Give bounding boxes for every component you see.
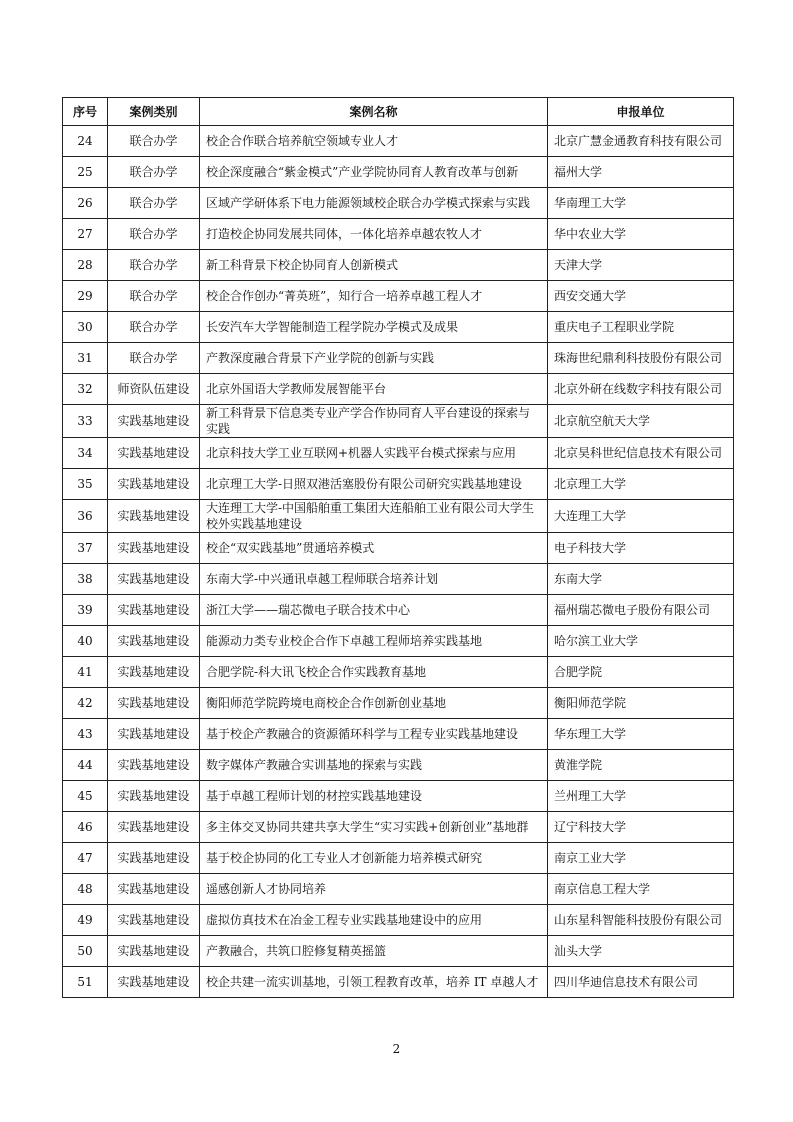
cell-no: 45 — [63, 781, 108, 812]
cell-no: 39 — [63, 595, 108, 626]
cell-unit: 汕头大学 — [548, 936, 734, 967]
cell-category: 联合办学 — [108, 281, 200, 312]
cell-case-name: 校企合作联合培养航空领域专业人才 — [200, 126, 548, 157]
cell-category: 实践基地建设 — [108, 533, 200, 564]
cell-no: 27 — [63, 219, 108, 250]
cell-case-name: 衡阳师范学院跨境电商校企合作创新创业基地 — [200, 688, 548, 719]
cell-no: 31 — [63, 343, 108, 374]
table-row — [63, 812, 734, 843]
cell-category: 联合办学 — [108, 188, 200, 219]
table-row — [63, 657, 734, 688]
table-row — [63, 936, 734, 967]
table-row — [63, 564, 734, 595]
cell-category: 联合办学 — [108, 126, 200, 157]
cell-no: 32 — [63, 374, 108, 405]
table-row — [63, 374, 734, 405]
table-row — [63, 343, 734, 374]
table-row — [63, 281, 734, 312]
header-case-name: 案例名称 — [200, 98, 548, 126]
cell-no: 35 — [63, 469, 108, 500]
cell-case-name: 新工科背景下校企协同育人创新模式 — [200, 250, 548, 281]
cell-category: 联合办学 — [108, 219, 200, 250]
cell-category: 实践基地建设 — [108, 905, 200, 936]
cell-category: 实践基地建设 — [108, 719, 200, 750]
cell-case-name: 产教融合，共筑口腔修复精英摇篮 — [200, 936, 548, 967]
table-row — [63, 750, 734, 781]
cell-case-name: 合肥学院-科大讯飞校企合作实践教育基地 — [200, 657, 548, 688]
cell-unit: 电子科技大学 — [548, 533, 734, 564]
cell-no: 41 — [63, 657, 108, 688]
cell-unit: 北京航空航天大学 — [548, 405, 734, 438]
table-row — [63, 405, 734, 438]
cell-case-name: 新工科背景下信息类专业产学合作协同育人平台建设的探索与实践 — [200, 405, 548, 438]
cell-unit: 福州大学 — [548, 157, 734, 188]
cell-unit: 华中农业大学 — [548, 219, 734, 250]
cell-unit: 北京昊科世纪信息技术有限公司 — [548, 438, 734, 469]
table-row — [63, 595, 734, 626]
page-number: 2 — [392, 1042, 401, 1056]
cell-category: 实践基地建设 — [108, 967, 200, 998]
header-category: 案例类别 — [108, 98, 200, 126]
cell-unit: 合肥学院 — [548, 657, 734, 688]
cell-case-name: 北京科技大学工业互联网+机器人实践平台模式探索与应用 — [200, 438, 548, 469]
cell-no: 48 — [63, 874, 108, 905]
cell-no: 50 — [63, 936, 108, 967]
cell-case-name: 长安汽车大学智能制造工程学院办学模式及成果 — [200, 312, 548, 343]
table-header-row — [63, 98, 734, 126]
cell-no: 38 — [63, 564, 108, 595]
cell-category: 实践基地建设 — [108, 812, 200, 843]
cell-case-name: 基于校企协同的化工专业人才创新能力培养模式研究 — [200, 843, 548, 874]
cell-no: 24 — [63, 126, 108, 157]
cell-unit: 衡阳师范学院 — [548, 688, 734, 719]
cell-no: 29 — [63, 281, 108, 312]
table-row — [63, 250, 734, 281]
cell-case-name: 基于校企产教融合的资源循环科学与工程专业实践基地建设 — [200, 719, 548, 750]
cell-unit: 大连理工大学 — [548, 500, 734, 533]
table-row — [63, 905, 734, 936]
cell-case-name: 浙江大学——瑞芯微电子联合技术中心 — [200, 595, 548, 626]
cell-unit: 黄淮学院 — [548, 750, 734, 781]
cell-no: 43 — [63, 719, 108, 750]
cell-unit: 福州瑞芯微电子股份有限公司 — [548, 595, 734, 626]
cell-unit: 北京外研在线数字科技有限公司 — [548, 374, 734, 405]
cell-case-name: 校企共建一流实训基地，引领工程教育改革，培养 IT 卓越人才 — [200, 967, 548, 998]
cell-unit: 西安交通大学 — [548, 281, 734, 312]
cell-unit: 重庆电子工程职业学院 — [548, 312, 734, 343]
table-row — [63, 843, 734, 874]
cell-category: 实践基地建设 — [108, 500, 200, 533]
cell-unit: 天津大学 — [548, 250, 734, 281]
cell-case-name: 打造校企协同发展共同体，一体化培养卓越农牧人才 — [200, 219, 548, 250]
cell-category: 实践基地建设 — [108, 657, 200, 688]
table-row — [63, 719, 734, 750]
table-row — [63, 688, 734, 719]
cell-unit: 珠海世纪鼎利科技股份有限公司 — [548, 343, 734, 374]
table-row — [63, 157, 734, 188]
cell-no: 47 — [63, 843, 108, 874]
cell-case-name: 基于卓越工程师计划的材控实践基地建设 — [200, 781, 548, 812]
cell-unit: 哈尔滨工业大学 — [548, 626, 734, 657]
cell-no: 51 — [63, 967, 108, 998]
cell-category: 联合办学 — [108, 250, 200, 281]
table-row — [63, 188, 734, 219]
table-row — [63, 500, 734, 533]
cell-category: 实践基地建设 — [108, 843, 200, 874]
cell-category: 实践基地建设 — [108, 564, 200, 595]
cell-case-name: 数字媒体产教融合实训基地的探索与实践 — [200, 750, 548, 781]
cell-category: 实践基地建设 — [108, 936, 200, 967]
cell-no: 44 — [63, 750, 108, 781]
cell-unit: 南京工业大学 — [548, 843, 734, 874]
cell-no: 42 — [63, 688, 108, 719]
cell-case-name: 校企深度融合“紫金模式”产业学院协同育人教育改革与创新 — [200, 157, 548, 188]
cell-case-name: 校企合作创办“菁英班”，知行合一培养卓越工程人才 — [200, 281, 548, 312]
cell-case-name: 区域产学研体系下电力能源领域校企联合办学模式探索与实践 — [200, 188, 548, 219]
cell-category: 实践基地建设 — [108, 750, 200, 781]
cell-category: 师资队伍建设 — [108, 374, 200, 405]
cell-case-name: 东南大学-中兴通讯卓越工程师联合培养计划 — [200, 564, 548, 595]
table-body — [63, 126, 734, 998]
cell-category: 实践基地建设 — [108, 469, 200, 500]
cell-category: 实践基地建设 — [108, 626, 200, 657]
cell-category: 联合办学 — [108, 343, 200, 374]
cell-case-name: 虚拟仿真技术在冶金工程专业实践基地建设中的应用 — [200, 905, 548, 936]
header-unit: 申报单位 — [548, 98, 734, 126]
cell-no: 25 — [63, 157, 108, 188]
cell-unit: 华南理工大学 — [548, 188, 734, 219]
cell-unit: 北京广慧金通教育科技有限公司 — [548, 126, 734, 157]
cell-case-name: 大连理工大学-中国船舶重工集团大连船舶工业有限公司大学生校外实践基地建设 — [200, 500, 548, 533]
cell-category: 实践基地建设 — [108, 595, 200, 626]
table-row — [63, 626, 734, 657]
cell-category: 实践基地建设 — [108, 405, 200, 438]
cell-case-name: 多主体交叉协同共建共享大学生“实习实践+创新创业”基地群 — [200, 812, 548, 843]
cell-unit: 东南大学 — [548, 564, 734, 595]
cell-category: 实践基地建设 — [108, 874, 200, 905]
cell-case-name: 能源动力类专业校企合作下卓越工程师培养实践基地 — [200, 626, 548, 657]
cell-unit: 南京信息工程大学 — [548, 874, 734, 905]
table-row — [63, 312, 734, 343]
cell-case-name: 产教深度融合背景下产业学院的创新与实践 — [200, 343, 548, 374]
cell-no: 46 — [63, 812, 108, 843]
cell-unit: 兰州理工大学 — [548, 781, 734, 812]
table-row — [63, 533, 734, 564]
cell-unit: 辽宁科技大学 — [548, 812, 734, 843]
cell-category: 联合办学 — [108, 312, 200, 343]
cell-category: 实践基地建设 — [108, 781, 200, 812]
cell-category: 实践基地建设 — [108, 438, 200, 469]
cell-no: 36 — [63, 500, 108, 533]
table-row — [63, 469, 734, 500]
table-row — [63, 781, 734, 812]
cell-category: 联合办学 — [108, 157, 200, 188]
cell-unit: 四川华迪信息技术有限公司 — [548, 967, 734, 998]
cell-case-name: 北京外国语大学教师发展智能平台 — [200, 374, 548, 405]
table-row — [63, 438, 734, 469]
case-table — [62, 97, 734, 998]
cell-case-name: 遥感创新人才协同培养 — [200, 874, 548, 905]
cell-category: 实践基地建设 — [108, 688, 200, 719]
cell-no: 26 — [63, 188, 108, 219]
table-row — [63, 219, 734, 250]
cell-unit: 华东理工大学 — [548, 719, 734, 750]
cell-unit: 山东星科智能科技股份有限公司 — [548, 905, 734, 936]
cell-case-name: 校企“双实践基地”贯通培养模式 — [200, 533, 548, 564]
table-row — [63, 967, 734, 998]
table-row — [63, 126, 734, 157]
cell-case-name: 北京理工大学-日照双港活塞股份有限公司研究实践基地建设 — [200, 469, 548, 500]
header-no: 序号 — [63, 98, 108, 126]
cell-no: 33 — [63, 405, 108, 438]
cell-unit: 北京理工大学 — [548, 469, 734, 500]
cell-no: 34 — [63, 438, 108, 469]
cell-no: 49 — [63, 905, 108, 936]
cell-no: 28 — [63, 250, 108, 281]
cell-no: 30 — [63, 312, 108, 343]
cell-no: 40 — [63, 626, 108, 657]
cell-no: 37 — [63, 533, 108, 564]
table-row — [63, 874, 734, 905]
